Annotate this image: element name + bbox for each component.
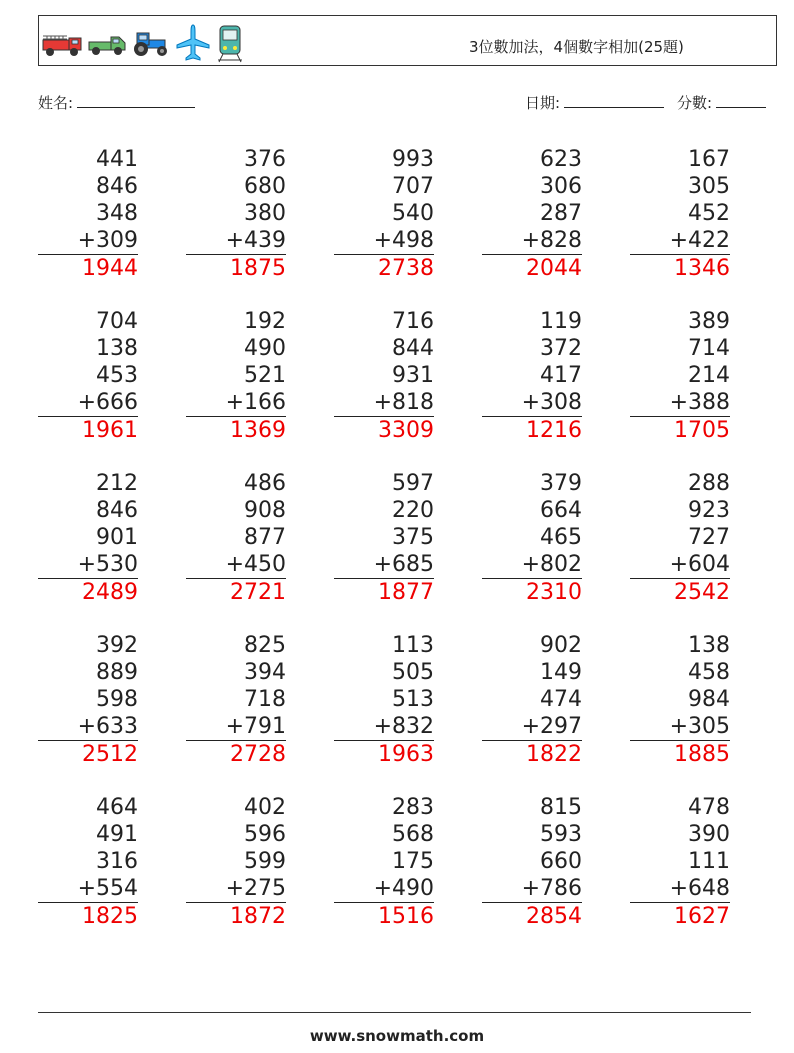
answer: 2512 xyxy=(82,742,138,767)
score-blank[interactable] xyxy=(716,93,766,108)
problem-19 xyxy=(482,632,582,768)
addend-4: +802 xyxy=(482,551,582,579)
addend-3: 877 xyxy=(244,525,286,550)
answer: 2721 xyxy=(230,580,286,605)
addend-3: 375 xyxy=(392,525,434,550)
footer-site: www.snowmath.com xyxy=(309,1027,485,1045)
addend-4: +450 xyxy=(186,551,286,579)
addend-2: 372 xyxy=(540,336,582,361)
addend-1: 464 xyxy=(96,795,138,820)
addend-4: +305 xyxy=(630,713,730,741)
addend-1: 167 xyxy=(688,147,730,172)
addend-2: 491 xyxy=(96,822,138,847)
addend-2: 306 xyxy=(540,174,582,199)
problem-22 xyxy=(186,794,286,930)
addend-4: +554 xyxy=(38,875,138,903)
addend-2: 846 xyxy=(96,498,138,523)
problem-23 xyxy=(334,794,434,930)
addend-2: 664 xyxy=(540,498,582,523)
addend-1: 486 xyxy=(244,471,286,496)
problem-21 xyxy=(38,794,138,930)
addend-3: 727 xyxy=(688,525,730,550)
addend-2: 390 xyxy=(688,822,730,847)
tractor-icon xyxy=(131,28,171,58)
addend-3: 417 xyxy=(540,363,582,388)
addend-1: 993 xyxy=(392,147,434,172)
addend-4: +422 xyxy=(630,227,730,255)
addend-1: 376 xyxy=(244,147,286,172)
addend-1: 192 xyxy=(244,309,286,334)
addend-2: 680 xyxy=(244,174,286,199)
footer-divider xyxy=(38,1012,751,1013)
addend-4: +498 xyxy=(334,227,434,255)
problem-2 xyxy=(186,146,286,282)
problem-5 xyxy=(630,146,730,282)
addend-1: 902 xyxy=(540,633,582,658)
problem-10 xyxy=(630,308,730,444)
addend-2: 844 xyxy=(392,336,434,361)
addend-1: 283 xyxy=(392,795,434,820)
addend-1: 825 xyxy=(244,633,286,658)
answer: 1872 xyxy=(230,904,286,929)
addend-4: +818 xyxy=(334,389,434,417)
addend-3: 380 xyxy=(244,201,286,226)
addend-2: 707 xyxy=(392,174,434,199)
answer: 2542 xyxy=(674,580,730,605)
addend-1: 119 xyxy=(540,309,582,334)
addend-3: 453 xyxy=(96,363,138,388)
addend-2: 490 xyxy=(244,336,286,361)
addend-3: 598 xyxy=(96,687,138,712)
addend-1: 288 xyxy=(688,471,730,496)
addend-4: +439 xyxy=(186,227,286,255)
problem-6 xyxy=(38,308,138,444)
problem-16 xyxy=(38,632,138,768)
answer: 1705 xyxy=(674,418,730,443)
addend-2: 220 xyxy=(392,498,434,523)
addend-2: 394 xyxy=(244,660,286,685)
answer: 2728 xyxy=(230,742,286,767)
addend-2: 568 xyxy=(392,822,434,847)
addend-2: 714 xyxy=(688,336,730,361)
worksheet-title: 3位數加法，4個數字相加(25題) xyxy=(469,38,684,56)
problem-20 xyxy=(630,632,730,768)
addend-2: 846 xyxy=(96,174,138,199)
addend-4: +604 xyxy=(630,551,730,579)
addend-2: 458 xyxy=(688,660,730,685)
problem-13 xyxy=(334,470,434,606)
addend-2: 138 xyxy=(96,336,138,361)
date-blank[interactable] xyxy=(564,93,664,108)
problem-14 xyxy=(482,470,582,606)
addend-3: 348 xyxy=(96,201,138,226)
addend-2: 596 xyxy=(244,822,286,847)
addend-3: 540 xyxy=(392,201,434,226)
addend-3: 175 xyxy=(392,849,434,874)
answer: 1885 xyxy=(674,742,730,767)
answer: 2738 xyxy=(378,256,434,281)
problem-8 xyxy=(334,308,434,444)
answer: 1961 xyxy=(82,418,138,443)
addend-2: 593 xyxy=(540,822,582,847)
addend-1: 704 xyxy=(96,309,138,334)
answer: 1216 xyxy=(526,418,582,443)
answer: 2044 xyxy=(526,256,582,281)
addend-3: 465 xyxy=(540,525,582,550)
score-label: 分數: xyxy=(677,94,713,112)
name-blank[interactable] xyxy=(77,93,195,108)
addend-4: +308 xyxy=(482,389,582,417)
date-field xyxy=(525,92,664,113)
addend-4: +633 xyxy=(38,713,138,741)
addend-1: 815 xyxy=(540,795,582,820)
problem-18 xyxy=(334,632,434,768)
answer: 3309 xyxy=(378,418,434,443)
addend-4: +828 xyxy=(482,227,582,255)
addend-3: 660 xyxy=(540,849,582,874)
name-field xyxy=(38,92,195,113)
addend-4: +791 xyxy=(186,713,286,741)
problem-24 xyxy=(482,794,582,930)
addend-3: 214 xyxy=(688,363,730,388)
addend-2: 908 xyxy=(244,498,286,523)
addend-1: 597 xyxy=(392,471,434,496)
addend-4: +832 xyxy=(334,713,434,741)
answer: 1963 xyxy=(378,742,434,767)
date-label: 日期: xyxy=(525,94,561,112)
addend-3: 718 xyxy=(244,687,286,712)
addend-1: 113 xyxy=(392,633,434,658)
addend-4: +166 xyxy=(186,389,286,417)
addend-2: 923 xyxy=(688,498,730,523)
problem-15 xyxy=(630,470,730,606)
addend-4: +685 xyxy=(334,551,434,579)
addend-4: +388 xyxy=(630,389,730,417)
addend-4: +648 xyxy=(630,875,730,903)
answer: 1944 xyxy=(82,256,138,281)
addend-3: 287 xyxy=(540,201,582,226)
addend-3: 599 xyxy=(244,849,286,874)
addend-3: 521 xyxy=(244,363,286,388)
addend-3: 452 xyxy=(688,201,730,226)
addend-2: 149 xyxy=(540,660,582,685)
vehicle-icons xyxy=(41,22,245,64)
problem-11 xyxy=(38,470,138,606)
problem-7 xyxy=(186,308,286,444)
answer: 1877 xyxy=(378,580,434,605)
addend-1: 392 xyxy=(96,633,138,658)
answer: 1369 xyxy=(230,418,286,443)
tram-icon xyxy=(215,22,245,64)
answer: 1516 xyxy=(378,904,434,929)
addend-3: 513 xyxy=(392,687,434,712)
addend-4: +666 xyxy=(38,389,138,417)
addend-1: 441 xyxy=(96,147,138,172)
addend-3: 901 xyxy=(96,525,138,550)
problem-25 xyxy=(630,794,730,930)
addend-1: 623 xyxy=(540,147,582,172)
addend-3: 316 xyxy=(96,849,138,874)
answer: 2489 xyxy=(82,580,138,605)
addend-1: 389 xyxy=(688,309,730,334)
score-field xyxy=(677,92,766,113)
addend-3: 474 xyxy=(540,687,582,712)
answer: 2854 xyxy=(526,904,582,929)
airplane-icon xyxy=(175,23,211,63)
problem-1 xyxy=(38,146,138,282)
answer: 2310 xyxy=(526,580,582,605)
name-label: 姓名: xyxy=(38,94,74,112)
addend-4: +309 xyxy=(38,227,138,255)
addend-4: +297 xyxy=(482,713,582,741)
answer: 1346 xyxy=(674,256,730,281)
addend-1: 379 xyxy=(540,471,582,496)
addend-4: +530 xyxy=(38,551,138,579)
addend-3: 111 xyxy=(688,849,730,874)
fire-truck-icon xyxy=(41,28,83,58)
problem-17 xyxy=(186,632,286,768)
problem-3 xyxy=(334,146,434,282)
addend-4: +786 xyxy=(482,875,582,903)
answer: 1822 xyxy=(526,742,582,767)
addend-2: 505 xyxy=(392,660,434,685)
problem-12 xyxy=(186,470,286,606)
addend-4: +490 xyxy=(334,875,434,903)
addend-1: 716 xyxy=(392,309,434,334)
addend-4: +275 xyxy=(186,875,286,903)
pickup-truck-icon xyxy=(87,28,127,58)
addend-3: 984 xyxy=(688,687,730,712)
addend-1: 138 xyxy=(688,633,730,658)
worksheet-header xyxy=(38,15,777,66)
addend-2: 305 xyxy=(688,174,730,199)
answer: 1825 xyxy=(82,904,138,929)
answer: 1875 xyxy=(230,256,286,281)
problem-9 xyxy=(482,308,582,444)
addend-1: 212 xyxy=(96,471,138,496)
problem-4 xyxy=(482,146,582,282)
answer: 1627 xyxy=(674,904,730,929)
addend-1: 402 xyxy=(244,795,286,820)
addend-3: 931 xyxy=(392,363,434,388)
addend-2: 889 xyxy=(96,660,138,685)
addend-1: 478 xyxy=(688,795,730,820)
